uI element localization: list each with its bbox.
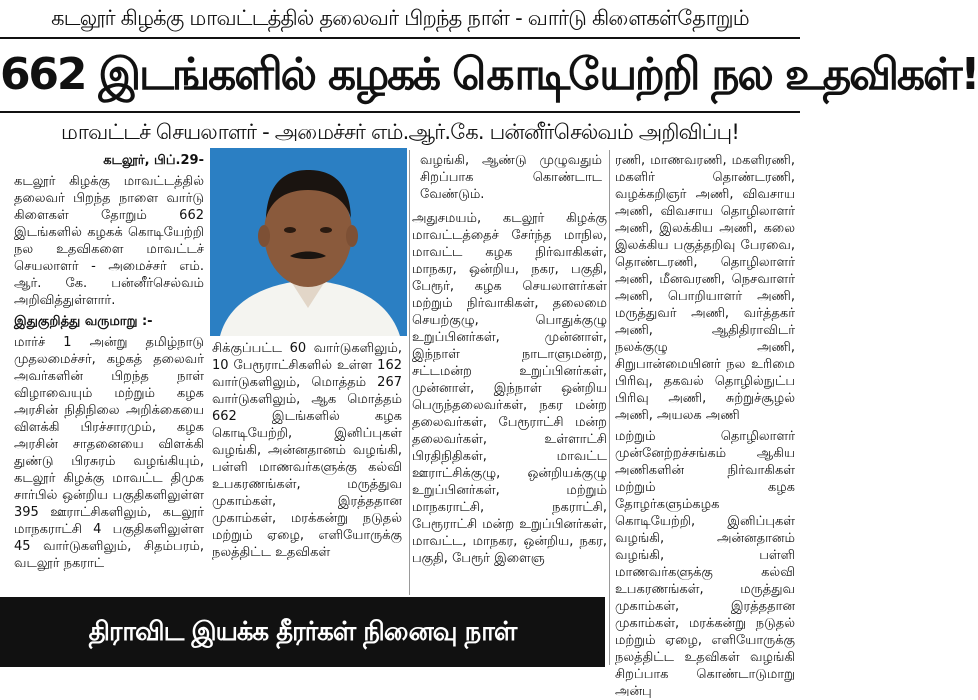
subheadline: மாவட்டச் செயலாளர் - அமைச்சர் எம்.ஆர்.கே. பன்னீர்செல்வம் அறிவிப்பு!: [61, 120, 739, 144]
article-column-1: [14, 152, 204, 590]
column-divider: [409, 150, 410, 595]
paragraph: மற்றும் தொழிலாளர் முன்னேற்றச்சங்கம் ஆகிய அணிகளின் நிர்வாகிகள் மற்றும் கழக தோழர்களும்கழக கொடியேற்றி, இனிப்புகள் வழங்கி, அன்னதானம் வழங்கி, பள்ளி மாணவர்களுக்கு கல்வி உபகரணங்கள், மருத்துவ முகாம்கள், இரத்ததான முகாம்கள், மரக்கன்று நடுதல் மற்றும் ஏழை, எளியோருக்கு நலத்திட்ட உதவிகள் வழங்கி சிறப்பாக கொண்டாடுமாறு அன்பு: [615, 429, 795, 699]
banner-heading: திராவிட இயக்க தீரர்கள் நினைவு நாள்: [0, 597, 605, 667]
paragraph: ரணி, மாணவரணி, மகளிரணி, மகளிர் தொண்டரணி, வழக்கறிஞர் அணி, விவசாய அணி, விவசாய தொழிலாளர் அணி, இலக்கிய அணி, கலை இலக்கிய பகுத்தறிவு பேரவை, தொண்டரணி, தொழிலாளர் அணி, மீனவரணி, நெசவாளர் அணி, பொறியாளர் அணி, மருத்துவர் அணி, வர்த்தகர் அணி, ஆதிதிராவிடர் நலக்குழு அணி, சிறுபான்மையினர் நல உரிமை பிரிவு, தகவல் தொழில்நுட்ப பிரிவு அணி, சுற்றுச்சூழல் அணி, அயலக அணி: [615, 153, 795, 423]
paragraph: இதுகுறித்து வருமாறு :-: [14, 314, 153, 329]
article-column-2: [212, 340, 402, 590]
kicker-line: கடலூர் கிழக்கு மாவட்டத்தில் தலைவர் பிறந்த நாள் - வார்டு கிளைகள்தோறும்: [51, 6, 749, 30]
article-column-4: [615, 152, 795, 699]
dateline: கடலூர், பிப்.29-: [103, 153, 204, 168]
column-divider: [609, 150, 610, 665]
paragraph: மார்ச் 1 அன்று தமிழ்நாடு முதலமைச்சர், கழகத் தலைவர் அவர்களின் பிறந்த நாள் விழாவையும் மற்றும் கழக அரசின் நிதிநிலை அறிக்கையை விளக்கி பிரச்சாரமும், கழக அரசின் சாதனையை விளக்கி துண்டு பிரசுரம் வழங்கியும், கடலூர் கிழக்கு மாவட்ட திமுக சார்பில் ஒன்றிய பகுதிகளிலுள்ள 395 ஊராட்சிகளிலும், கடலூர் மாநகராட்சி 4 பகுதிகளிலுள்ள 45 வார்டுகளிலும், சிதம்பரம், வடலூர் நகராட்: [14, 335, 204, 571]
paragraph: கடலூர் கிழக்கு மாவட்டத்தில் தலைவர் பிறந்த நாளை வார்டு கிளைகள் தோறும் 662 இடங்களில் கழகக் கொடியேற்றி நல உதவிகளை மாவட்டச் செயலாளர் - அமைச்சர் எம். ஆர். கே. பன்னீர்செல்வம் அறிவித்துள்ளார்.: [14, 174, 204, 308]
headline: 662 இடங்களில் கழகக் கொடியேற்றி நல உதவிகள்!: [0, 49, 978, 100]
article-column-2-top: [420, 152, 602, 207]
paragraph: வழங்கி, ஆண்டு முழுவதும் சிறப்பாக கொண்டாட வேண்டும்.: [420, 153, 602, 202]
paragraph: சிக்குப்பட்ட 60 வார்டுகளிலும், 10 பேரூராட்சிகளில் உள்ள 162 வார்டுகளிலும், மொத்தம் 267 வார்டுகளிலும், ஆக மொத்தம் 662 இடங்களில் கழக கொடியேற்றி, இனிப்புகள் வழங்கி, அன்னதானம் வழங்கி, பள்ளி மாணவர்களுக்கு கல்வி உபகரணங்கள், மருத்துவ முகாம்கள், இரத்ததான முகாம்கள், மரக்கன்று நடுதல் மற்றும் ஏழை, எளியோருக்கு நலத்திட்ட உதவிகள்: [212, 341, 402, 560]
top-rule: [0, 37, 800, 39]
paragraph: அதுசமயம், கடலூர் கிழக்கு மாவட்டத்தைச் சேர்ந்த மாநில, மாவட்ட கழக நிர்வாகிகள், மாநகர, ஒன்றிய, நகர, பகுதி, பேரூர், கழக செயலாளர்கள் மற்றும் நிர்வாகிகள், தலைமை செயற்குழு, பொதுக்குழு உறுப்பினர்கள், முன்னாள், இந்நாள் நாடாளுமன்ற, சட்டமன்ற உறுப்பினர்கள், முன்னாள், இந்நாள் ஒன்றிய பெருந்தலைவர்கள், நகர மன்ற தலைவர்கள், பேரூராட்சி மன்ற தலைவர்கள், உள்ளாட்சி பிரதிநிதிகள், மாவட்ட ஊராட்சிக்குழு, ஒன்றியக்குழு உறுப்பினர்கள், மற்றும் மாநகராட்சி, நகராட்சி, பேரூராட்சி மன்ற உறுப்பினர்கள், மாவட்ட, மாநகர, ஒன்றிய, நகர, பகுதி, பேரூர் இளைஞ: [412, 211, 607, 566]
portrait-illustration: [210, 148, 407, 336]
portrait-photo: [210, 148, 407, 336]
article-column-3: [412, 210, 607, 595]
